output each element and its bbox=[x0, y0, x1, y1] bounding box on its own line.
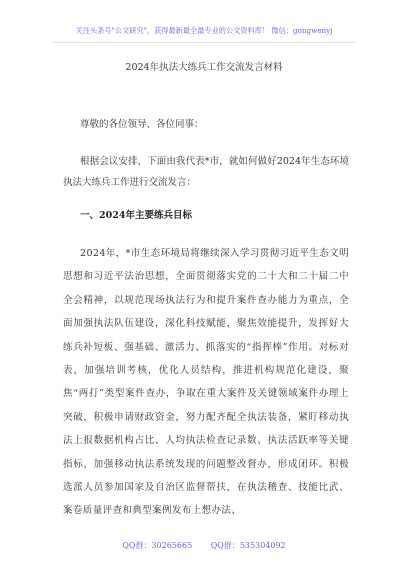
section-heading: 一、2024年主要练兵目标 bbox=[80, 210, 192, 221]
intro-paragraph: 根据会议安排，下面由我代表*市，就如何做好2024年生态环境执法大练兵工作进行交流发言： bbox=[63, 156, 349, 188]
qq-group-2[interactable]: QQ群：535304092 bbox=[210, 541, 286, 550]
qq-group-1[interactable]: QQ群：30265665 bbox=[122, 541, 193, 550]
footer-contacts bbox=[0, 540, 408, 552]
header-divider bbox=[52, 42, 356, 43]
document-title: 2024年执法大练兵工作交流发言材料 bbox=[125, 62, 283, 73]
promo-banner[interactable]: 关注头条号"公文研究"，获得最新最全最专业的公文资料库！ 微信：gongwenyj bbox=[75, 26, 333, 35]
salutation: 尊敬的各位领导、各位同事： bbox=[80, 119, 204, 130]
section-body-paragraph: 2024年，*市生态环境局将继续深入学习贯彻习近平生态文明思想和习近平法治思想，全面贯彻落实党的二十大和二十届二中全会精神，以规范现场执法行为和提升案件查办能力为重点，全面加强执法队伍建设，深化科技赋能，聚焦效能提升，发挥好大练兵补短板、强基础、激活力、抓落实的“指挥棒”作用。对标对表，加强培训考核，优化人员结构，推进机构规范化建设，聚焦“两打”类型案件查办，争取在重大案件及关键领域案件办理上突破，积极申请财政资金，努力配齐配全执法装备，紧盯移动执法上报数据机构占比、人均执法检查记录数、执法活跃率等关键指标，加强移动执法系统发现的问题整改督办，形成闭环。积极选派人员参加国家及自治区监督帮扶，在执法稽查、技能比武、案卷质量评查和典型案例发布上想办法、 bbox=[63, 248, 349, 517]
